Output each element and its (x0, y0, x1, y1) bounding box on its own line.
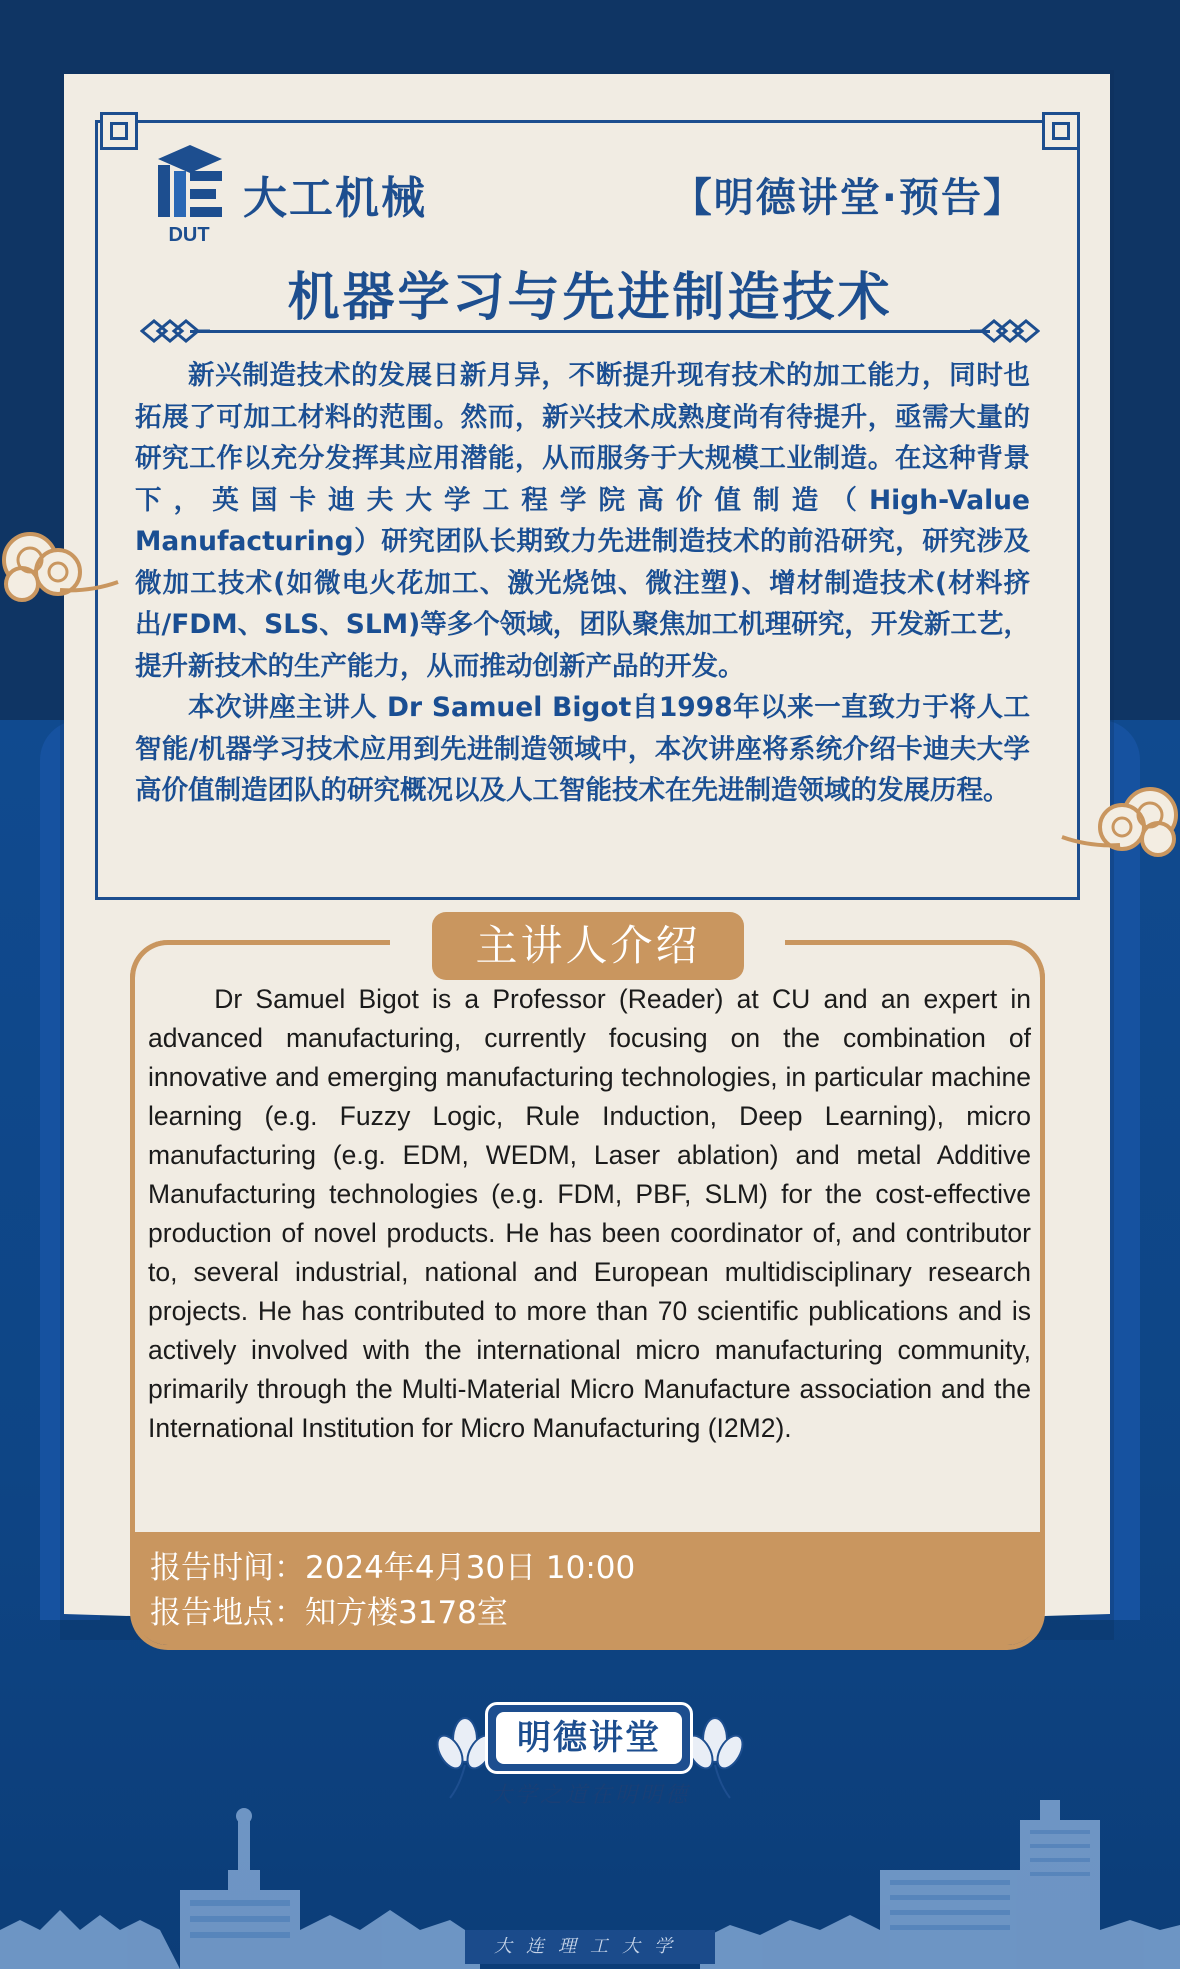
knot-ornament-icon (140, 319, 210, 343)
cloud-ornament-icon (0, 520, 120, 610)
svg-text:DUT: DUT (168, 224, 210, 245)
frame-corner-icon (100, 112, 138, 150)
speaker-card-border (785, 940, 1045, 980)
lecture-location: 报告地点：知方楼3178室 (150, 1595, 508, 1631)
speaker-card-border (130, 940, 390, 980)
knot-ornament-icon (970, 319, 1040, 343)
university-name-banner: 大连理工大学 (465, 1930, 715, 1964)
lecture-info-panel (134, 1532, 1041, 1645)
speaker-bio (148, 980, 1031, 1530)
speaker-section-heading: 主讲人介绍 (432, 912, 744, 980)
frame-corner-icon (1042, 112, 1080, 150)
cloud-ornament-icon (1060, 775, 1180, 865)
lecture-title: 机器学习与先进制造技术 (287, 268, 893, 328)
lecture-time: 报告时间：2024年4月30日 10:00 (150, 1550, 636, 1586)
bio-paragraph: Dr Samuel Bigot is a Professor (Reader) at CU and an expert in advanced manufacturing, currently focusing on the combination of innovative and emerging manufacturing technologies, in particular machine learning (e.g. Fuzzy Logic, Rule Induction, Deep Learning), micro manufacturing (e.g. EDM, WEDM, Laser ablation) and metal Additive Manufacturing technologies (e.g. FDM, PBF, SLM) for the cost-effective production of novel products. He has been coordinator of, and contributor to, several industrial, national and European multidisciplinary research projects. He has contributed to more than 70 scientific publications and is actively involved with the international micro manufacturing community, primarily through the Multi-Material Micro Manufacture association and the International Institution for Micro Manufacturing (I2M2). (148, 984, 1031, 1443)
brand-name: 大工机械 (243, 173, 427, 224)
lecture-abstract (135, 355, 1030, 812)
abstract-paragraph: 本次讲座主讲人 Dr Samuel Bigot自1998年以来一直致力于将人工智能/机器学习技术应用到先进制造领域中，本次讲座将系统介绍卡迪夫大学高价值制造团队的研究概况以及人工智能技术在先进制造领域的发展历程。 (135, 692, 1030, 806)
series-badge: 明德讲堂 (496, 1712, 682, 1764)
dut-logo (150, 145, 228, 245)
title-divider (190, 330, 990, 333)
abstract-paragraph: 新兴制造技术的发展日新月异，不断提升现有技术的加工能力，同时也拓展了可加工材料的范围。然而，新兴技术成熟度尚有待提升，亟需大量的研究工作以充分发挥其应用潜能，从而服务于大规模工业制造。在这种背景下，英国卡迪夫大学工程学院高价值制造（High-Value Manufacturing）研究团队长期致力先进制造技术的前沿研究，研究涉及微加工技术(如微电火花加工、激光烧蚀、微注塑)、增材制造技术(材料挤出/FDM、SLS、SLM)等多个领域，团队聚焦加工机理研究，开发新工艺，提升新技术的生产能力，从而推动创新产品的开发。 (135, 360, 1030, 682)
university-motto: 大学之道在明明德 (489, 1783, 690, 1808)
lecture-series-tag: 【明德讲堂·预告】 (671, 175, 1025, 221)
